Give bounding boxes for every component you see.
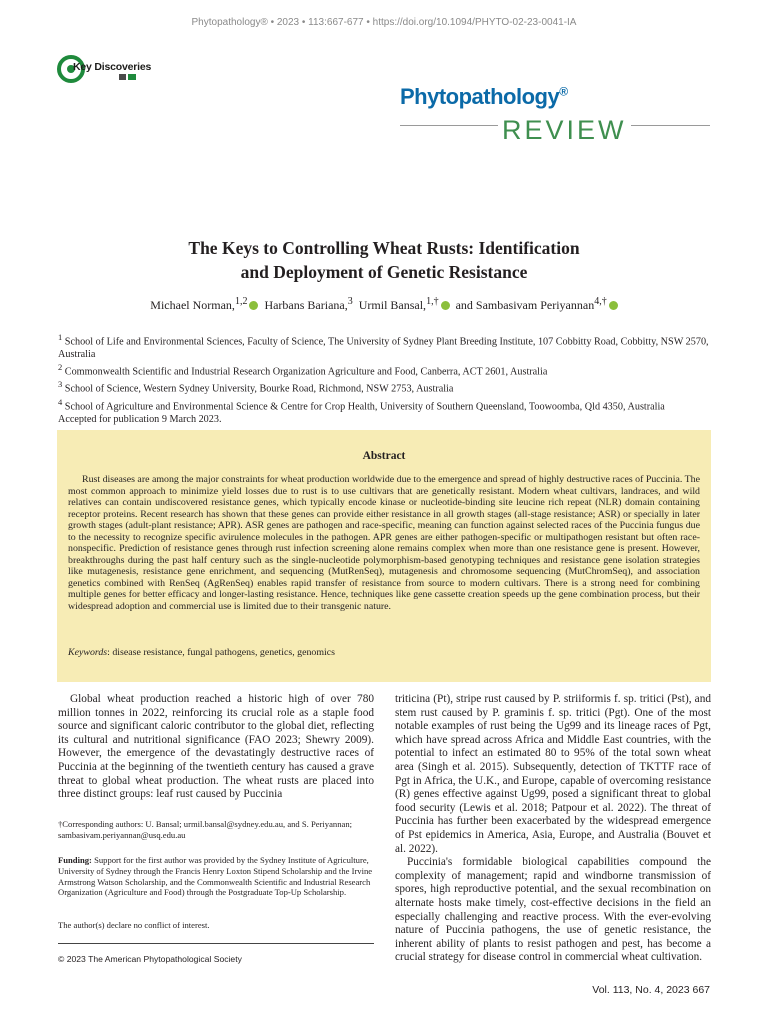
conflict-note: The author(s) declare no conflict of interest. bbox=[58, 920, 210, 930]
affiliation-number: 2 bbox=[58, 361, 63, 372]
abstract-body: Rust diseases are among the major constraints for wheat production worldwide due to the emergence and spread of highly destructive races of Puccinia. The most common approach to minimize yield losses due to rust is to use cultivars that are genetically resistant. Modern wheat cultivars, landraces, and wild relatives can contain undiscovered resistance genes, which typically encode kinase or nucleotide-binding site leucine rich repeat (NLR) domain containing receptor proteins. Recent research has shown that these genes can provide either resistance in all growth stages (all-stage resistance; ASR) or specially in later growth stages (adult-plant resistance; APR). ASR genes are pathogen and race-specific, meaning can function against selected races of the Puccinia fungus due to the necessity to recognize specific avirulence molecules in the pathogen. APR genes are either pathogen-specific or multipathogen resistant but often race-nonspecific. Prediction of resistance genes through rust infection screening alone remains complex when more than one resistance gene is present. However, breakthroughs during the past half century such as the single-nucleotide polymorphism-based genotyping techniques and resistance gene isolation strategies like mutagenesis, resistance gene enrichment, and sequencing (MutRenSeq), mutagenesis and chromosome sequencing (MutChromSeq), and association genetics combined with RenSeq (AgRenSeq) enables rapid transfer of resistance from source to modern cultivars. There is a strong need for combining multiple genes for better efficacy and longer-lasting resistance. Hence, techniques like gene cassette creation speeds up the gene combination process, but their widespread adoption and commercial use is limited due to their transgenic nature. bbox=[68, 474, 700, 612]
author bbox=[456, 298, 618, 312]
orcid-icon[interactable] bbox=[249, 301, 258, 310]
footnote-divider bbox=[58, 943, 374, 944]
paragraph: triticina (Pt), stripe rust caused by P. striiformis f. sp. tritici (Pst), and stem rust caused by P. graminis f. sp. tritici (Pgt). One of the most notable examples of rust being the Ug99 and its lineage races of Pgt, which have spread across Africa and Middle East countries, with the potential to infect an estimated 80 to 95% of the total sown wheat area (Singh et al. 2015). Subsequently, detection of TKTTF race of Pgt in Africa, the U.K., and Europe, capable of overcoming resistance (R) genes effective against Ug99, posed a significant threat to global food security (Lewis et al. 2018; Patpour et al. 2022). The threat of Puccinia has further been exacerbated by the widespread emergence of Pst epidemics in America, Asia, Europe, and Australia (Bouvet et al. 2022). bbox=[395, 693, 711, 855]
affiliation-text: School of Agriculture and Environmental Science & Centre for Crop Health, University of Southern Queensland, Toowoomba, Qld 4350, Australia bbox=[64, 401, 665, 413]
affiliation bbox=[58, 361, 718, 379]
key-discoveries-logo bbox=[57, 52, 167, 86]
author bbox=[359, 298, 450, 312]
author-name: Harbans Bariana, bbox=[264, 298, 348, 312]
author-affil-sup: 1,2 bbox=[234, 296, 248, 307]
section-label: REVIEW bbox=[498, 116, 631, 144]
funding-label: Funding: bbox=[58, 855, 92, 865]
keywords-text: : disease resistance, fungal pathogens, genetics, genomics bbox=[107, 647, 336, 658]
affiliation-text: School of Science, Western Sydney University, Bourke Road, Richmond, NSW 2753, Australia bbox=[64, 383, 454, 395]
registered-mark: ® bbox=[559, 84, 568, 99]
keywords bbox=[68, 647, 700, 658]
paragraph: Puccinia's formidable biological capabilities compound the complexity of management; rapid and windborne transmission of spores, high reproductive potential, and the sexual recombination on alternate hosts make timely, cost-effective decisions in the field an especially challenging and reactive process. With the ever-evolving nature of Puccinia pathogens, the use of genetic resistance, the inherent ability of plants to resist pathogen and pest, has become a crucial strategy for disease control in commercial wheat cultivation. bbox=[395, 856, 711, 964]
funding-note bbox=[58, 855, 374, 898]
logo-bar-green bbox=[128, 74, 136, 80]
running-header: Phytopathology® • 2023 • 113:667-677 • https://doi.org/10.1094/PHYTO-02-23-0041-IA bbox=[191, 17, 577, 28]
author-name: Urmil Bansal, bbox=[358, 298, 427, 312]
title-line-2: and Deployment of Genetic Resistance bbox=[240, 262, 528, 282]
affiliation-text: Commonwealth Scientific and Industrial Research Organization Agriculture and Food, Canberra, ACT 2601, Australia bbox=[64, 366, 548, 378]
author-list bbox=[60, 296, 708, 313]
abstract-heading: Abstract bbox=[362, 450, 406, 462]
accepted-date: Accepted for publication 9 March 2023. bbox=[58, 413, 222, 425]
body-column-left: Global wheat production reached a historic high of over 780 million tonnes in 2022, reinforcing its crucial role as a staple food source and significant caloric contributor to the global diet, reflecting its cultural and nutritional significance (FAO 2023; Shewry 2009). However, the emergence of the devastatingly destructive races of Puccinia at the beginning of the twentieth century has caused a grave threat to global wheat production. The wheat rusts are placed into three distinct groups: leaf rust caused by Puccinia bbox=[58, 693, 374, 801]
page-footer: Vol. 113, No. 4, 2023 667 bbox=[592, 984, 710, 996]
title-line-1: The Keys to Controlling Wheat Rusts: Identification bbox=[188, 238, 580, 258]
body-column-right bbox=[395, 693, 711, 965]
affiliation-number: 1 bbox=[58, 332, 63, 342]
keywords-label: Keywords bbox=[68, 647, 108, 658]
affiliation bbox=[58, 378, 718, 396]
corresponding-authors: †Corresponding authors: U. Bansal; urmil.bansal@sydney.edu.au, and S. Periyannan; sambasivam.periyannan@usq.edu.au bbox=[58, 819, 353, 840]
author-name: Michael Norman, bbox=[150, 298, 235, 312]
author-affil-sup: 1,† bbox=[426, 296, 439, 307]
author bbox=[150, 298, 258, 312]
affiliation-text: School of Life and Environmental Sciences, Faculty of Science, The University of Sydney Plant Breeding Institute, 107 Cobbitty Road, Cobbitty, NSW 2570, Australia bbox=[58, 336, 709, 360]
journal-name-text: Phytopathology bbox=[400, 84, 560, 109]
copyright: © 2023 The American Phytopathological Society bbox=[58, 954, 242, 964]
journal-name bbox=[400, 84, 568, 110]
article-title bbox=[60, 236, 708, 284]
author-name: and Sambasivam Periyannan bbox=[455, 298, 595, 312]
author-affil-sup: 4,† bbox=[594, 296, 607, 307]
orcid-icon[interactable] bbox=[609, 301, 618, 310]
affiliation bbox=[58, 396, 718, 414]
logo-bar-dark bbox=[119, 74, 126, 80]
funding-text: Support for the first author was provided by the Sydney Institute of Agriculture, University of Sydney through the Francis Henry Loxton Stipend Scholarship and the Irvine Armstrong Watson Scholarship, and the Commonwealth Scientific and Industrial Research Organization (Agriculture and Food) through the Postgraduate Top-Up Scholarship. bbox=[58, 855, 373, 898]
affiliation bbox=[58, 331, 718, 361]
affiliation-number: 3 bbox=[58, 379, 63, 390]
orcid-icon[interactable] bbox=[441, 301, 450, 310]
affiliation-number: 4 bbox=[58, 396, 63, 407]
affiliations bbox=[58, 331, 718, 426]
author-affil-sup: 3 bbox=[347, 296, 353, 307]
logo-text: Key Discoveries bbox=[73, 61, 152, 73]
author bbox=[264, 298, 352, 312]
